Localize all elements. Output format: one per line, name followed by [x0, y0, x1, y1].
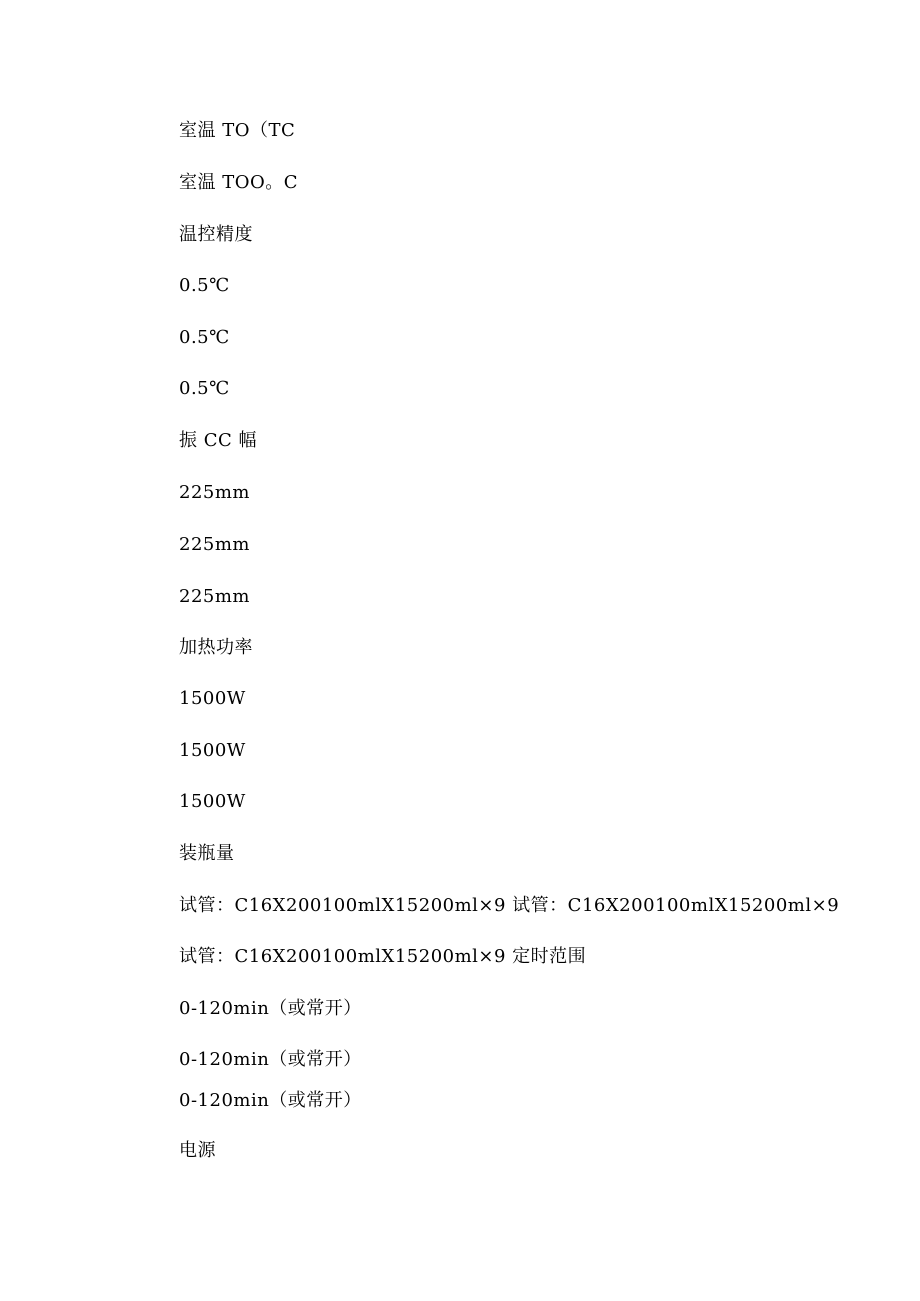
text-line: 电源 — [179, 1140, 216, 1161]
text-line: 0-120min（或常开） — [179, 998, 362, 1019]
text-line: 0.5℃ — [179, 327, 230, 348]
text-line: 1500W — [179, 740, 246, 761]
text-line: 加热功率 — [179, 637, 253, 658]
text-line: 0.5℃ — [179, 275, 230, 296]
text-line: 0-120min（或常开） — [179, 1049, 362, 1070]
text-line: 0-120min（或常开） — [179, 1090, 362, 1111]
text-line: 1500W — [179, 791, 246, 812]
text-line: 振 CC 幅 — [179, 430, 257, 451]
text-line: 225mm — [179, 482, 250, 503]
text-line: 装瓶量 — [179, 843, 235, 864]
text-line: 225mm — [179, 586, 250, 607]
text-line: 温控精度 — [179, 224, 253, 245]
text-line: 0.5℃ — [179, 378, 230, 399]
text-line: 室温 TOO。C — [179, 172, 299, 193]
text-line: 225mm — [179, 534, 250, 555]
text-line: 1500W — [179, 688, 246, 709]
text-line: 室温 TO（TC — [179, 120, 296, 141]
text-line: 试管：C16X200100mlX15200ml×9 试管：C16X200100mlX15200ml×9 — [179, 895, 840, 916]
text-line: 试管：C16X200100mlX15200ml×9 定时范围 — [179, 946, 587, 967]
